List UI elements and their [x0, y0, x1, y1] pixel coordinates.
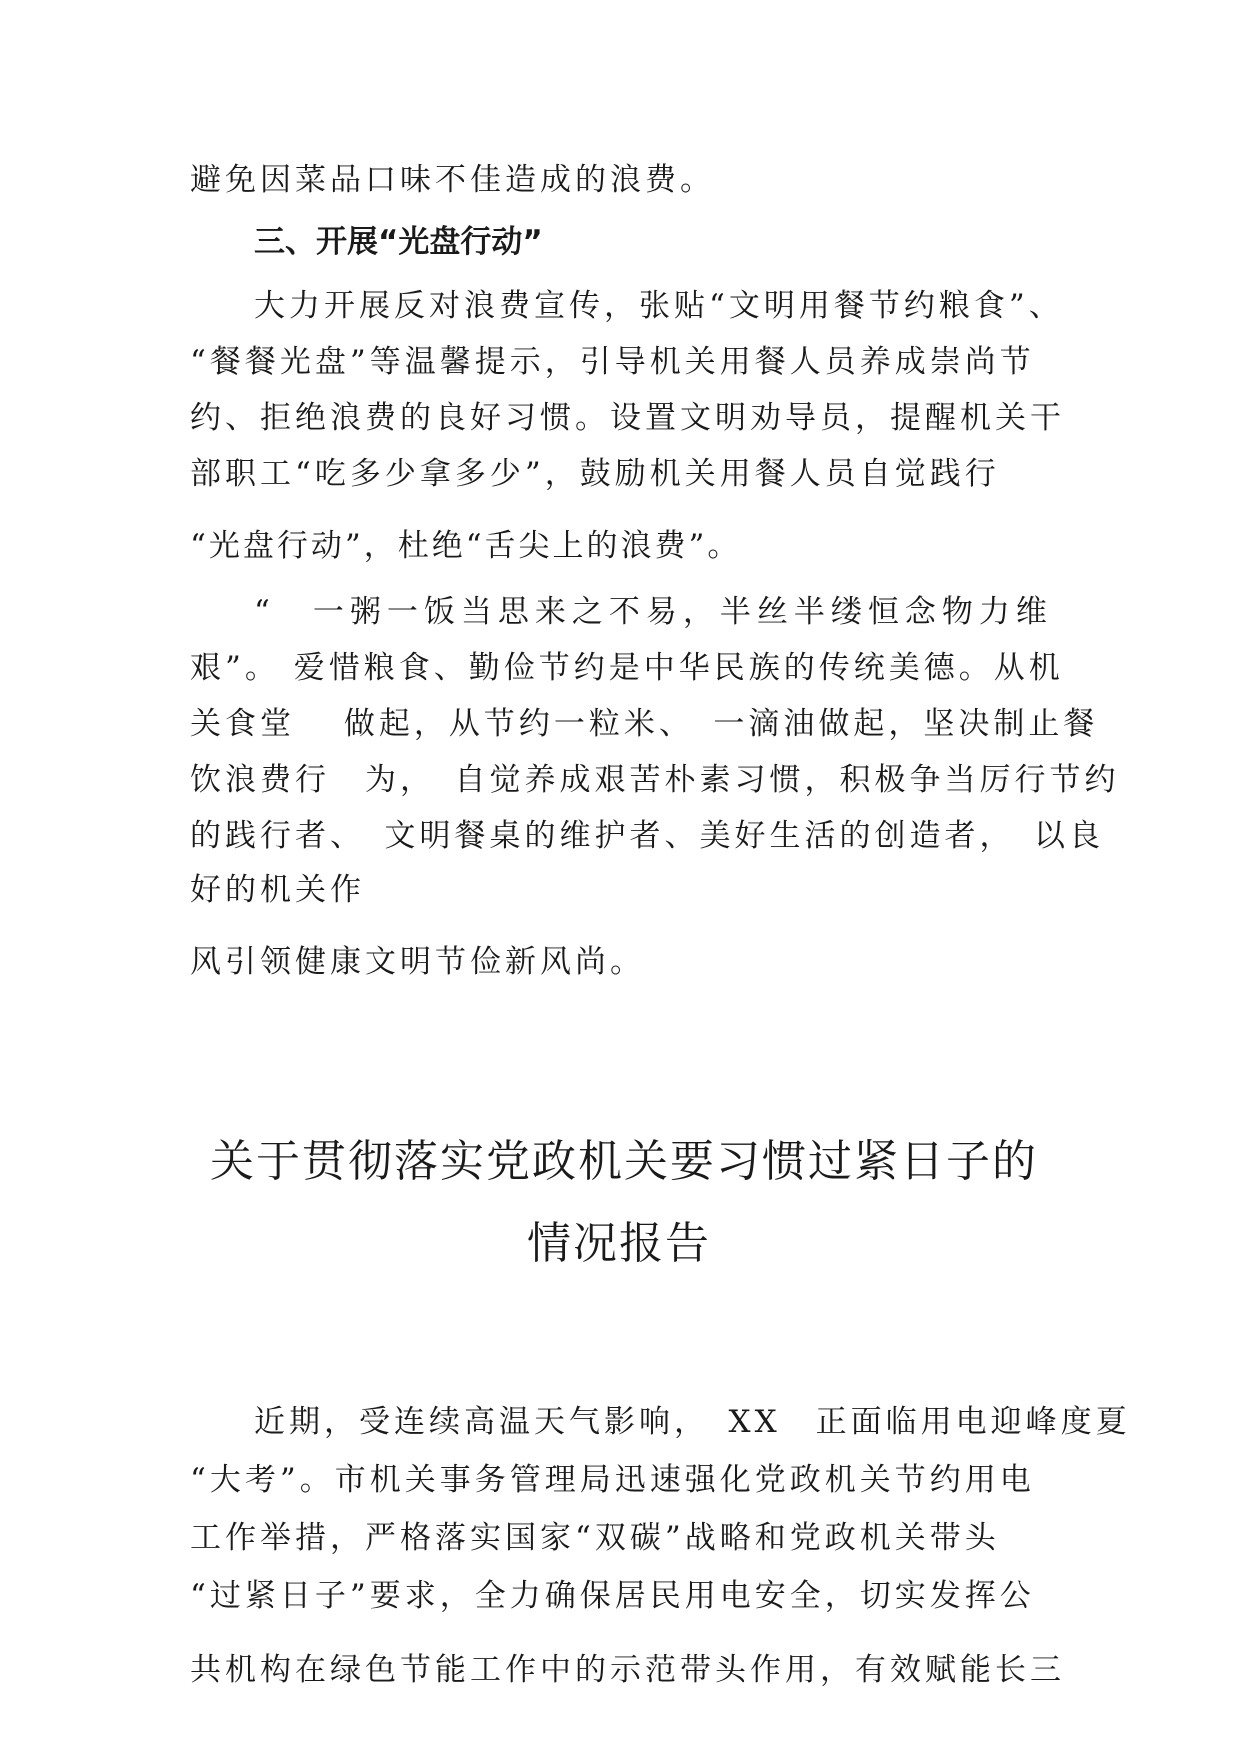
paragraph-line: “过紧日子”要求，全力确保居民用电安全，切实发挥公 [190, 1578, 1035, 1614]
paragraph-line: 好的机关作 [190, 872, 365, 908]
paragraph-line: 避免因菜品口味不佳造成的浪费。 [190, 162, 715, 198]
paragraph-line: 共机构在绿色节能工作中的示范带头作用，有效赋能长三 [190, 1652, 1065, 1688]
section-heading: 三、开展“光盘行动” [254, 224, 543, 260]
paragraph-line: 的践行者、 文明餐桌的维护者、美好生活的创造者， 以良 [190, 818, 1104, 854]
report-title-line-2: 情况报告 [527, 1218, 711, 1269]
paragraph-line: 关食堂 做起，从节约一粒米、 一滴油做起，坚决制止餐 [190, 706, 1099, 742]
report-title-line-1: 关于贯彻落实党政机关要习惯过紧日子的 [210, 1136, 1038, 1187]
paragraph-line: “大考”。市机关事务管理局迅速强化党政机关节约用电 [190, 1462, 1035, 1498]
paragraph-line: 部职工“吃多少拿多少”，鼓励机关用餐人员自觉践行 [190, 456, 1000, 492]
paragraph-line: “餐餐光盘”等温馨提示，引导机关用餐人员养成崇尚节 [190, 344, 1035, 380]
paragraph-line: “光盘行动”，杜绝“舌尖上的浪费”。 [190, 528, 742, 564]
paragraph-line: “ 一粥一饭当思来之不易，半丝半缕恒念物力维 [254, 594, 1053, 630]
paragraph-line: 风引领健康文明节俭新风尚。 [190, 944, 645, 980]
paragraph-line: 约、拒绝浪费的良好习惯。设置文明劝导员，提醒机关干 [190, 400, 1065, 436]
paragraph-line: 艰”。 爱惜粮食、勤俭节约是中华民族的传统美德。从机 [190, 650, 1064, 686]
paragraph-line: 大力开展反对浪费宣传，张贴“文明用餐节约粮食”、 [254, 288, 1064, 324]
paragraph-line: 近期，受连续高温天气影响， XX 正面临用电迎峰度夏 [254, 1404, 1131, 1440]
paragraph-line: 工作举措，严格落实国家“双碳”战略和党政机关带头 [190, 1520, 1000, 1556]
paragraph-line: 饮浪费行 为， 自觉养成艰苦朴素习惯，积极争当厉行节约 [190, 762, 1120, 798]
